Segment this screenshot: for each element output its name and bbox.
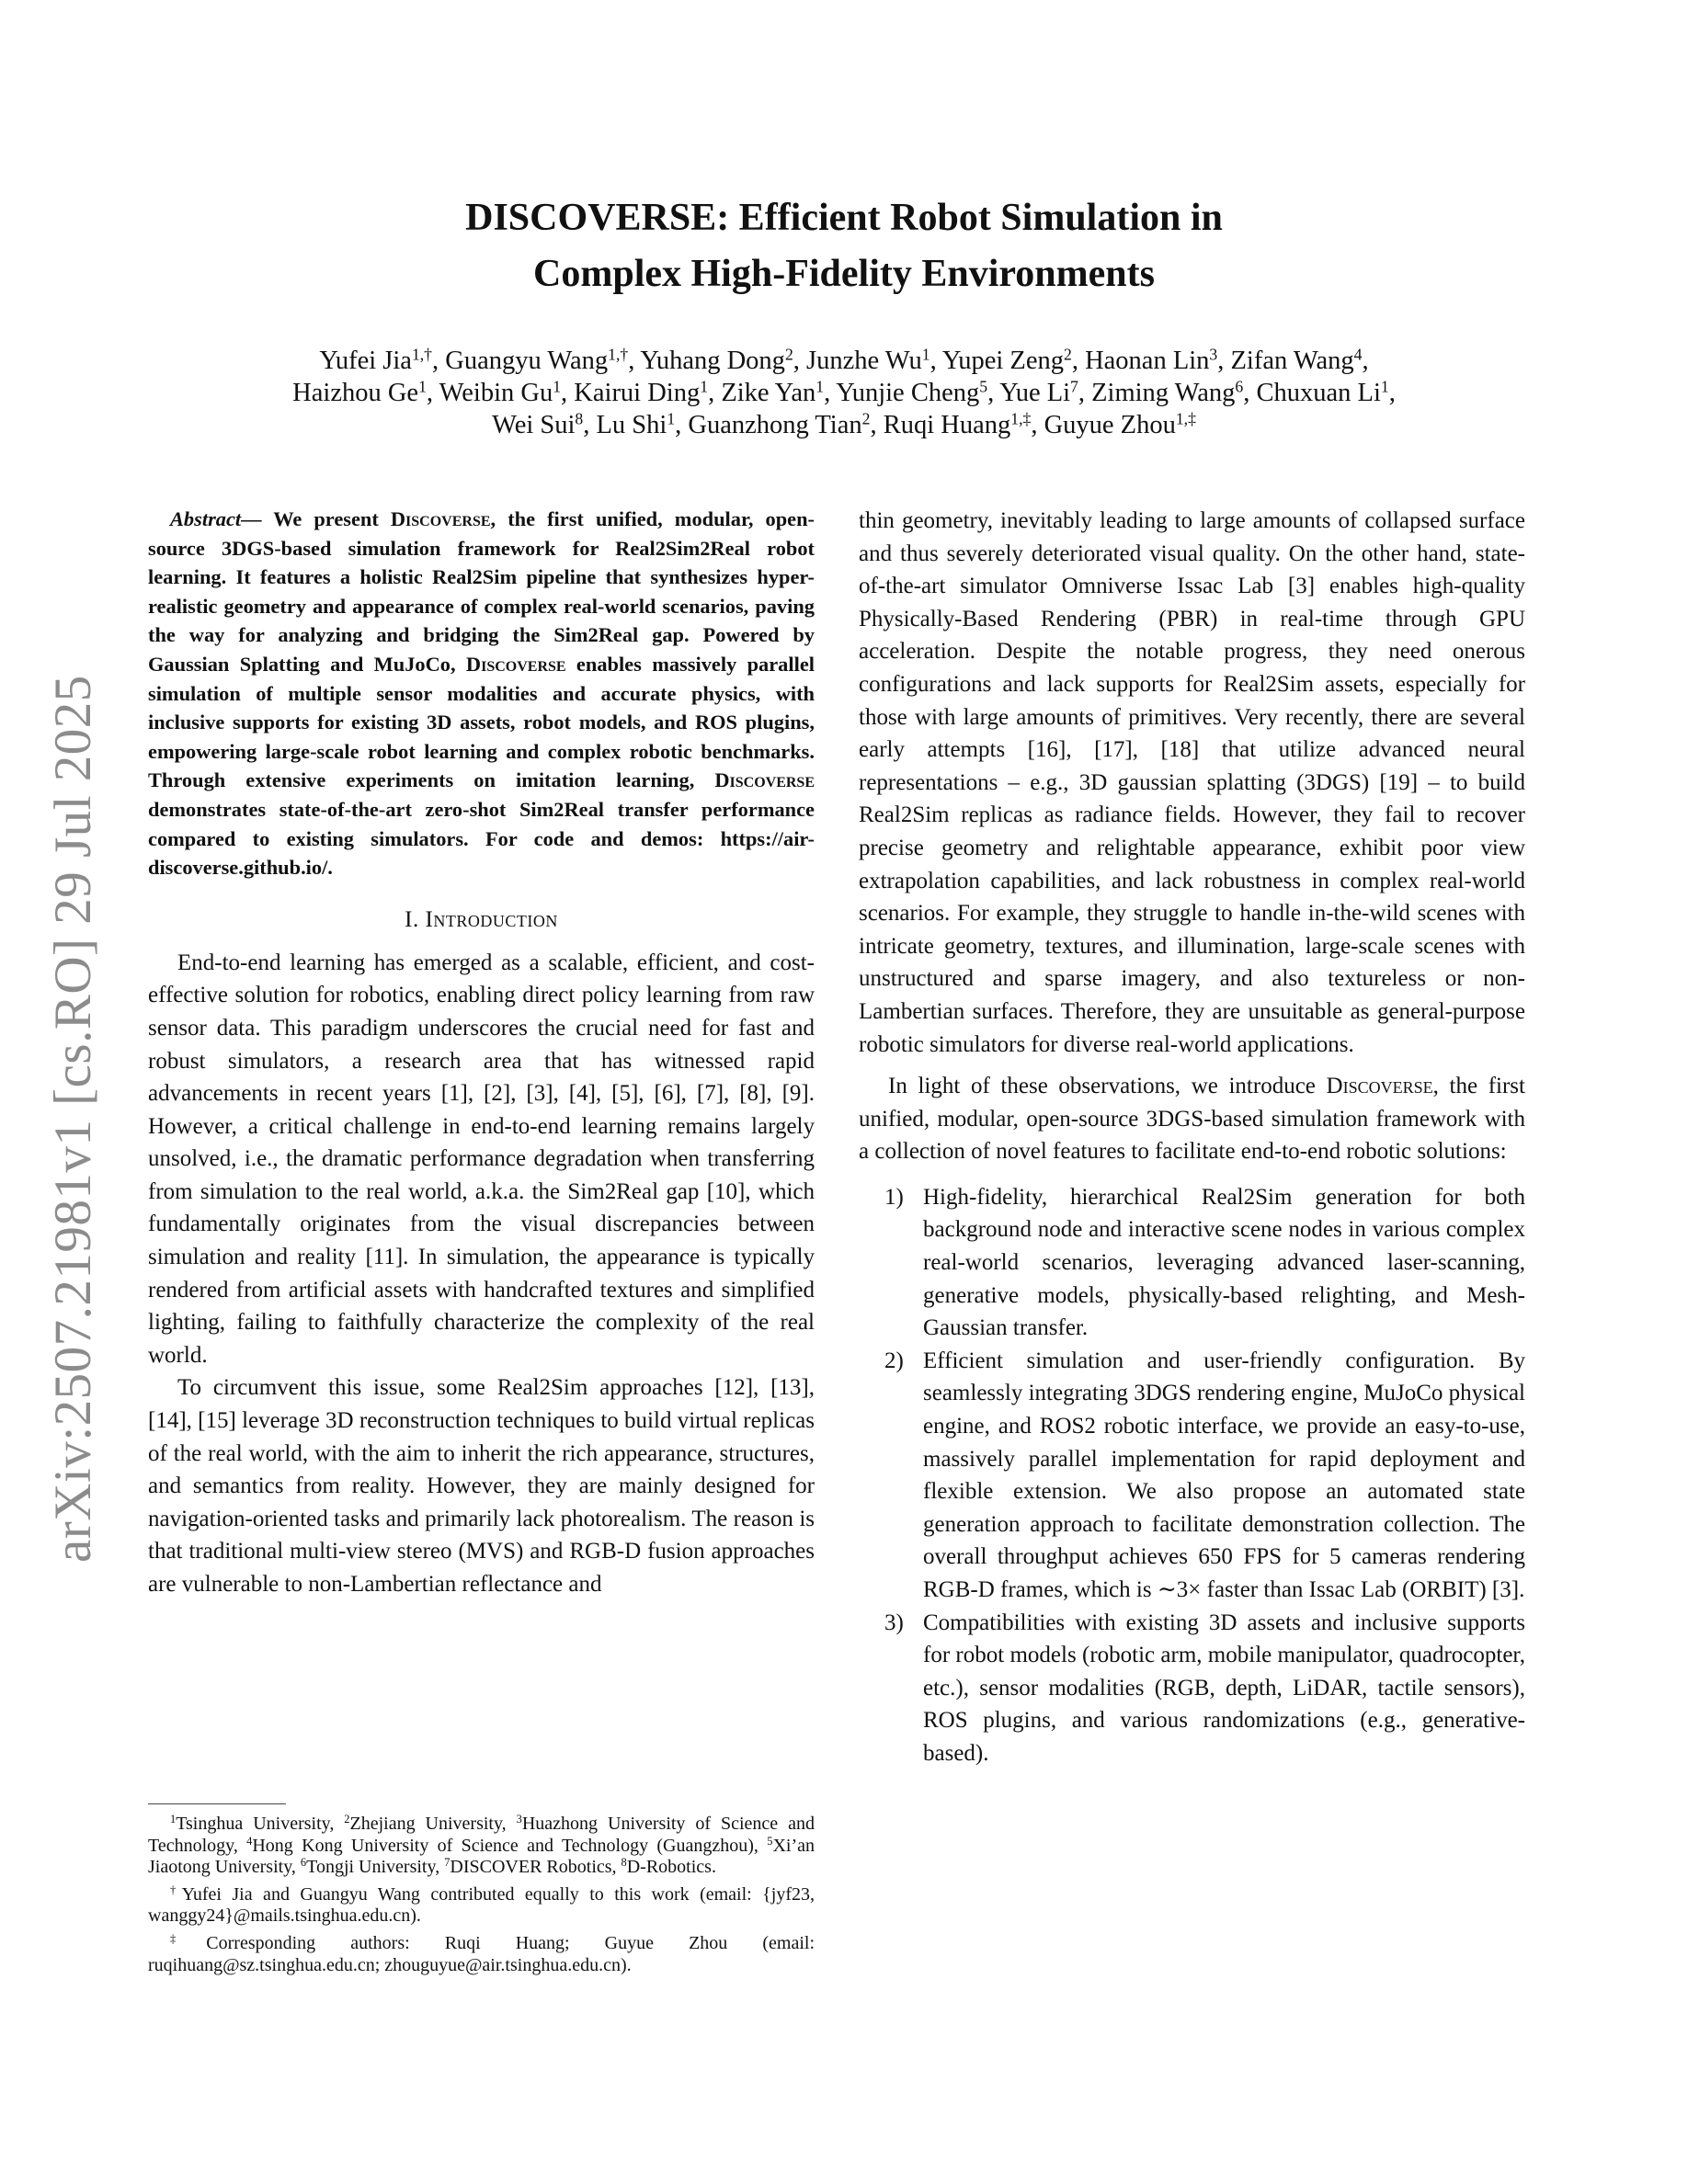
author-affiliation-mark: 1	[815, 377, 825, 396]
contribution-text: Compatibilities with existing 3D assets and inclusive supports for robot models (robotic arm, mobile manipulator, quadrocopter, etc.), sensor modalities (RGB, depth, LiDAR, tactile sensors), ROS plugins, and various randomizations (e.g., generative-based).	[923, 1610, 1525, 1766]
author	[292, 379, 427, 407]
abstract	[148, 505, 815, 882]
author-affiliation-mark: 6	[1235, 377, 1244, 396]
abstract-label: Abstract	[170, 507, 242, 530]
author	[688, 411, 870, 439]
author-name: Yue Li	[999, 379, 1071, 407]
author-affiliation-mark: 1	[667, 409, 676, 428]
author-affiliation-mark: 1,†	[608, 345, 629, 364]
affiliation-number: 3	[516, 1813, 522, 1826]
author-affiliation-mark: 8	[575, 409, 584, 428]
author-affiliation-mark: 5	[979, 377, 988, 396]
author-name: Guanzhong Tian	[688, 411, 862, 439]
right-column	[859, 505, 1525, 1770]
author	[1257, 379, 1389, 407]
abstract-text: We present	[273, 507, 391, 530]
author-name: Yunjie Cheng	[836, 379, 980, 407]
paper-title	[138, 190, 1550, 302]
author	[999, 379, 1078, 407]
paragraph-text: , the first unified, modular, open-source 3DGS-based simulation framework with a collection of novel features to facilitate end-to-end robotic solutions:	[859, 1074, 1525, 1165]
intro-paragraph-2-continued: thin geometry, inevitably leading to large amounts of collapsed surface and thus severely deteriorated visual quality. On the other hand, state-of-the-art simulator Omniverse Issac Lab [3] enables high-quality Physically-Based Rendering (PBR) in real-time through GPU acceleration. Despite the notable progress, they need onerous configurations and lack supports for Real2Sim assets, especially for those with large amounts of primitives. Very recently, there are several early attempts [16], [17], [18] that utilize advanced neural representations – e.g., 3D gaussian splatting (3DGS) [19] – to build Real2Sim replicas as radiance fields. However, they fail to recover precise geometry and relightable appearance, exhibit poor view extrapolation capabilities, and lack robustness in complex real-world scenarios. For example, they struggle to handle in-the-wild scenes with intricate geometry, textures, and illumination, large-scale scenes with unstructured and sparse imagery, and also textureless or non-Lambertian surfaces. Therefore, they are unsuitable as general-purpose robotic simulators for diverse real-world applications.	[859, 508, 1525, 1057]
contribution-text: High-fidelity, hierarchical Real2Sim generation for both background node and interactive scene nodes in various complex real-world scenarios, leveraging advanced laser-scanning, generative models, physically-based relighting, and Mesh-Gaussian transfer.	[923, 1184, 1525, 1341]
affiliation-number: 8	[621, 1856, 627, 1870]
footnote-text: Yufei Jia and Guangyu Wang contributed equally to this work (email: {jyf23, wanggy24}@mails.tsinghua.edu.cn).	[148, 1883, 815, 1927]
author	[1091, 379, 1243, 407]
abstract-framework-name: Discoverse	[390, 507, 491, 530]
author	[721, 379, 824, 407]
author-affiliation-mark: 1,†	[411, 345, 433, 364]
arxiv-identifier: arXiv:2507.21981v1 [cs.RO] 29 Jul 2025	[44, 675, 102, 1563]
footnote-mark: †	[170, 1883, 182, 1896]
author-affiliation-mark: 1	[418, 377, 427, 396]
author-name: Guyue Zhou	[1044, 411, 1176, 439]
author-affiliation-mark: 2	[861, 409, 871, 428]
author-affiliation-mark: 1,‡	[1010, 409, 1032, 428]
footnotes	[148, 1803, 815, 1982]
author-name: Yufei Jia	[319, 347, 412, 375]
paragraph-text: In light of these observations, we introduce	[888, 1074, 1327, 1099]
section-heading-introduction: I. Introduction	[405, 906, 558, 932]
intro-paragraph-2: To circumvent this issue, some Real2Sim approaches [12], [13], [14], [15] leverage 3D reconstruction techniques to build virtual replicas of the real world, with the aim to inherit the rich appearance, structures, and semantics from reality. However, they are mainly designed for navigation-oriented tasks and primarily lack photorealism. The reason is that traditional multi-view stereo (MVS) and RGB-D fusion approaches are vulnerable to non-Lambertian reflectance and	[148, 1375, 815, 1597]
author-name: Zifan Wang	[1230, 347, 1354, 375]
author-affiliation-mark: 1	[1380, 377, 1389, 396]
contribution-number: 1)	[884, 1184, 904, 1210]
contribution-list	[859, 1181, 1525, 1770]
author-list: Yufei Jia$^{1,\dagger}$, Guangyu Wang$^{1,\dagger}$, Yuhang Dong$^2$, Junzhe Wu$^1$, Yupei Zeng$^2$, Haonan Lin$^3$, Zifan Wang$^4$, Haizhou Ge$^1$, Weibin Gu$^1$, Kairui Ding$^1$, Zike Yan$^1$, Yunjie Cheng$^5$, Yue Li$^7$, Ziming Wang$^6$, Chuxuan Li$^1$, Wei Sui$^8$, Lu Shi$^1$, Guanzhong Tian$^2$, Ruqi Huang$^{1,\ddagger}$, Guyue Zhou$^{1,\ddagger}$	[292, 345, 1396, 439]
abstract-text: enables massively parallel simulation of multiple sensor modalities and accurate physics, with inclusive supports for existing 3D assets, robot models, and ROS plugins, empowering large-scale robot learning and complex robotic benchmarks. Through extensive experiments on imitation learning,	[148, 652, 815, 792]
footnote-text: Corresponding authors: Ruqi Huang; Guyue Zhou (email: ruqihuang@sz.tsinghua.edu.cn; zhouguyue@air.tsinghua.edu.cn).	[148, 1932, 815, 1975]
author-name: Ziming Wang	[1091, 379, 1236, 407]
affiliation-number: 1	[170, 1813, 177, 1826]
author	[942, 347, 1072, 375]
author-name: Zike Yan	[721, 379, 816, 407]
author-affiliation-mark: 1	[700, 377, 709, 396]
affiliation-name: D-Robotics.	[626, 1857, 716, 1878]
footnote-rule	[148, 1803, 286, 1804]
author-affiliation-mark: 7	[1070, 377, 1078, 396]
author	[640, 347, 793, 375]
title-line-2: Complex High-Fidelity Environments	[533, 253, 1155, 295]
author-name: Ruqi Huang	[883, 411, 1011, 439]
author-name: Weibin Gu	[439, 379, 553, 407]
author-name: Haonan Lin	[1085, 347, 1210, 375]
author-name: Wei Sui	[492, 411, 576, 439]
author	[1044, 411, 1196, 439]
affiliation-number: 7	[444, 1856, 451, 1870]
author-affiliation-mark: 1,‡	[1175, 409, 1196, 428]
abstract-framework-name: Discoverse	[465, 652, 566, 676]
author-name: Kairui Ding	[574, 379, 701, 407]
author-affiliation-mark: 1	[921, 345, 930, 364]
author	[806, 347, 930, 375]
affiliation-name: Tsinghua University,	[176, 1814, 345, 1834]
abstract-text: demonstrates state-of-the-art zero-shot Sim2Real transfer performance compared to existing simulators. For code and demos: https://air-discoverse.github.io/.	[148, 797, 815, 880]
contribution-number: 3)	[884, 1610, 904, 1635]
abstract-framework-name: Discoverse	[714, 768, 815, 792]
intro-paragraph-1: End-to-end learning has emerged as a scalable, efficient, and cost-effective solution for robotics, enabling direct policy learning from raw sensor data. This paradigm underscores the crucial need for fast and robust simulators, a research area that has witnessed rapid advancements in recent years [1], [2], [3], [4], [5], [6], [7], [8], [9]. However, a critical challenge in end-to-end learning remains largely unsolved, i.e., the dramatic performance degradation when transferring from simulation to the real world, a.k.a. the Sim2Real gap [10], which fundamentally originates from the visual discrepancies between simulation and reality [11]. In simulation, the appearance is typically rendered from artificial assets with handcrafted textures and simplified lighting, failing to faithfully characterize the complexity of the real world.	[148, 950, 815, 1368]
affiliation-name: Hong Kong University of Science and Technology (Guangzhou),	[252, 1835, 768, 1856]
author-name: Junzhe Wu	[806, 347, 922, 375]
author-name: Yuhang Dong	[640, 347, 785, 375]
affiliation-name: Xi’an Jiaotong University,	[148, 1835, 815, 1878]
author	[1231, 347, 1363, 375]
contribution-item	[859, 1345, 1525, 1607]
author-affiliation-mark: 3	[1209, 345, 1218, 364]
author-affiliation-mark: 4	[1353, 345, 1363, 364]
author	[445, 347, 628, 375]
abstract-dash: —	[241, 507, 274, 530]
footnote-affiliations	[148, 1814, 815, 1879]
author	[884, 411, 1032, 439]
author-affiliation-mark: 1	[553, 377, 562, 396]
affiliation-number: 6	[300, 1856, 307, 1870]
author-name: Yupei Zeng	[941, 347, 1064, 375]
author	[836, 379, 987, 407]
affiliation-name: Tongji University,	[306, 1857, 445, 1878]
affiliation-number: 2	[344, 1813, 350, 1826]
intro-paragraph-3	[859, 1070, 1525, 1168]
affiliation-name: Zhejiang University,	[349, 1814, 517, 1834]
footnote-equal-contribution	[148, 1884, 815, 1928]
author-name: Guangyu Wang	[445, 347, 609, 375]
contribution-text: Efficient simulation and user-friendly configuration. By seamlessly integrating 3DGS rendering engine, MuJoCo physical engine, and ROS2 robotic interface, we provide an easy-to-use, massively parallel implementation for rapid deployment and flexible extension. We also propose an automated state generation approach to facilitate demonstration collection. The overall throughput achieves 650 FPS for 5 cameras rendering RGB-D frames, which is ∼3× faster than Issac Lab (ORBIT) [3].	[923, 1348, 1525, 1602]
author	[492, 411, 583, 439]
affiliation-name: Huazhong University of Science and Technology,	[148, 1814, 815, 1856]
framework-name: Discoverse	[1326, 1074, 1433, 1099]
footnote-mark: ‡	[170, 1932, 207, 1946]
affiliation-number: 4	[246, 1834, 253, 1848]
author	[319, 347, 432, 375]
title-line-1: DISCOVERSE: Efficient Robot Simulation in	[465, 197, 1223, 239]
affiliation-number: 5	[767, 1834, 773, 1848]
author-affiliation-mark: 2	[1064, 345, 1072, 364]
author	[439, 379, 561, 407]
footnote-corresponding	[148, 1933, 815, 1976]
contribution-number: 2)	[884, 1348, 904, 1373]
left-column	[148, 505, 815, 1601]
author	[574, 379, 708, 407]
author-name: Lu Shi	[596, 411, 667, 439]
author-name: Chuxuan Li	[1256, 379, 1381, 407]
contribution-item	[859, 1607, 1525, 1770]
author-name: Haizhou Ge	[292, 379, 419, 407]
author-affiliation-mark: 2	[784, 345, 793, 364]
author	[597, 411, 676, 439]
author	[1085, 347, 1217, 375]
abstract-text: , the first unified, modular, open-source 3DGS-based simulation framework for Real2Sim2Real robot learning. It features a holistic Real2Sim pipeline that synthesizes hyper-realistic geometry and appearance of complex real-world scenarios, paving the way for analyzing and bridging the Sim2Real gap. Powered by Gaussian Splatting and MuJoCo,	[148, 507, 815, 676]
contribution-item	[859, 1181, 1525, 1345]
affiliation-name: DISCOVER Robotics,	[450, 1857, 622, 1878]
